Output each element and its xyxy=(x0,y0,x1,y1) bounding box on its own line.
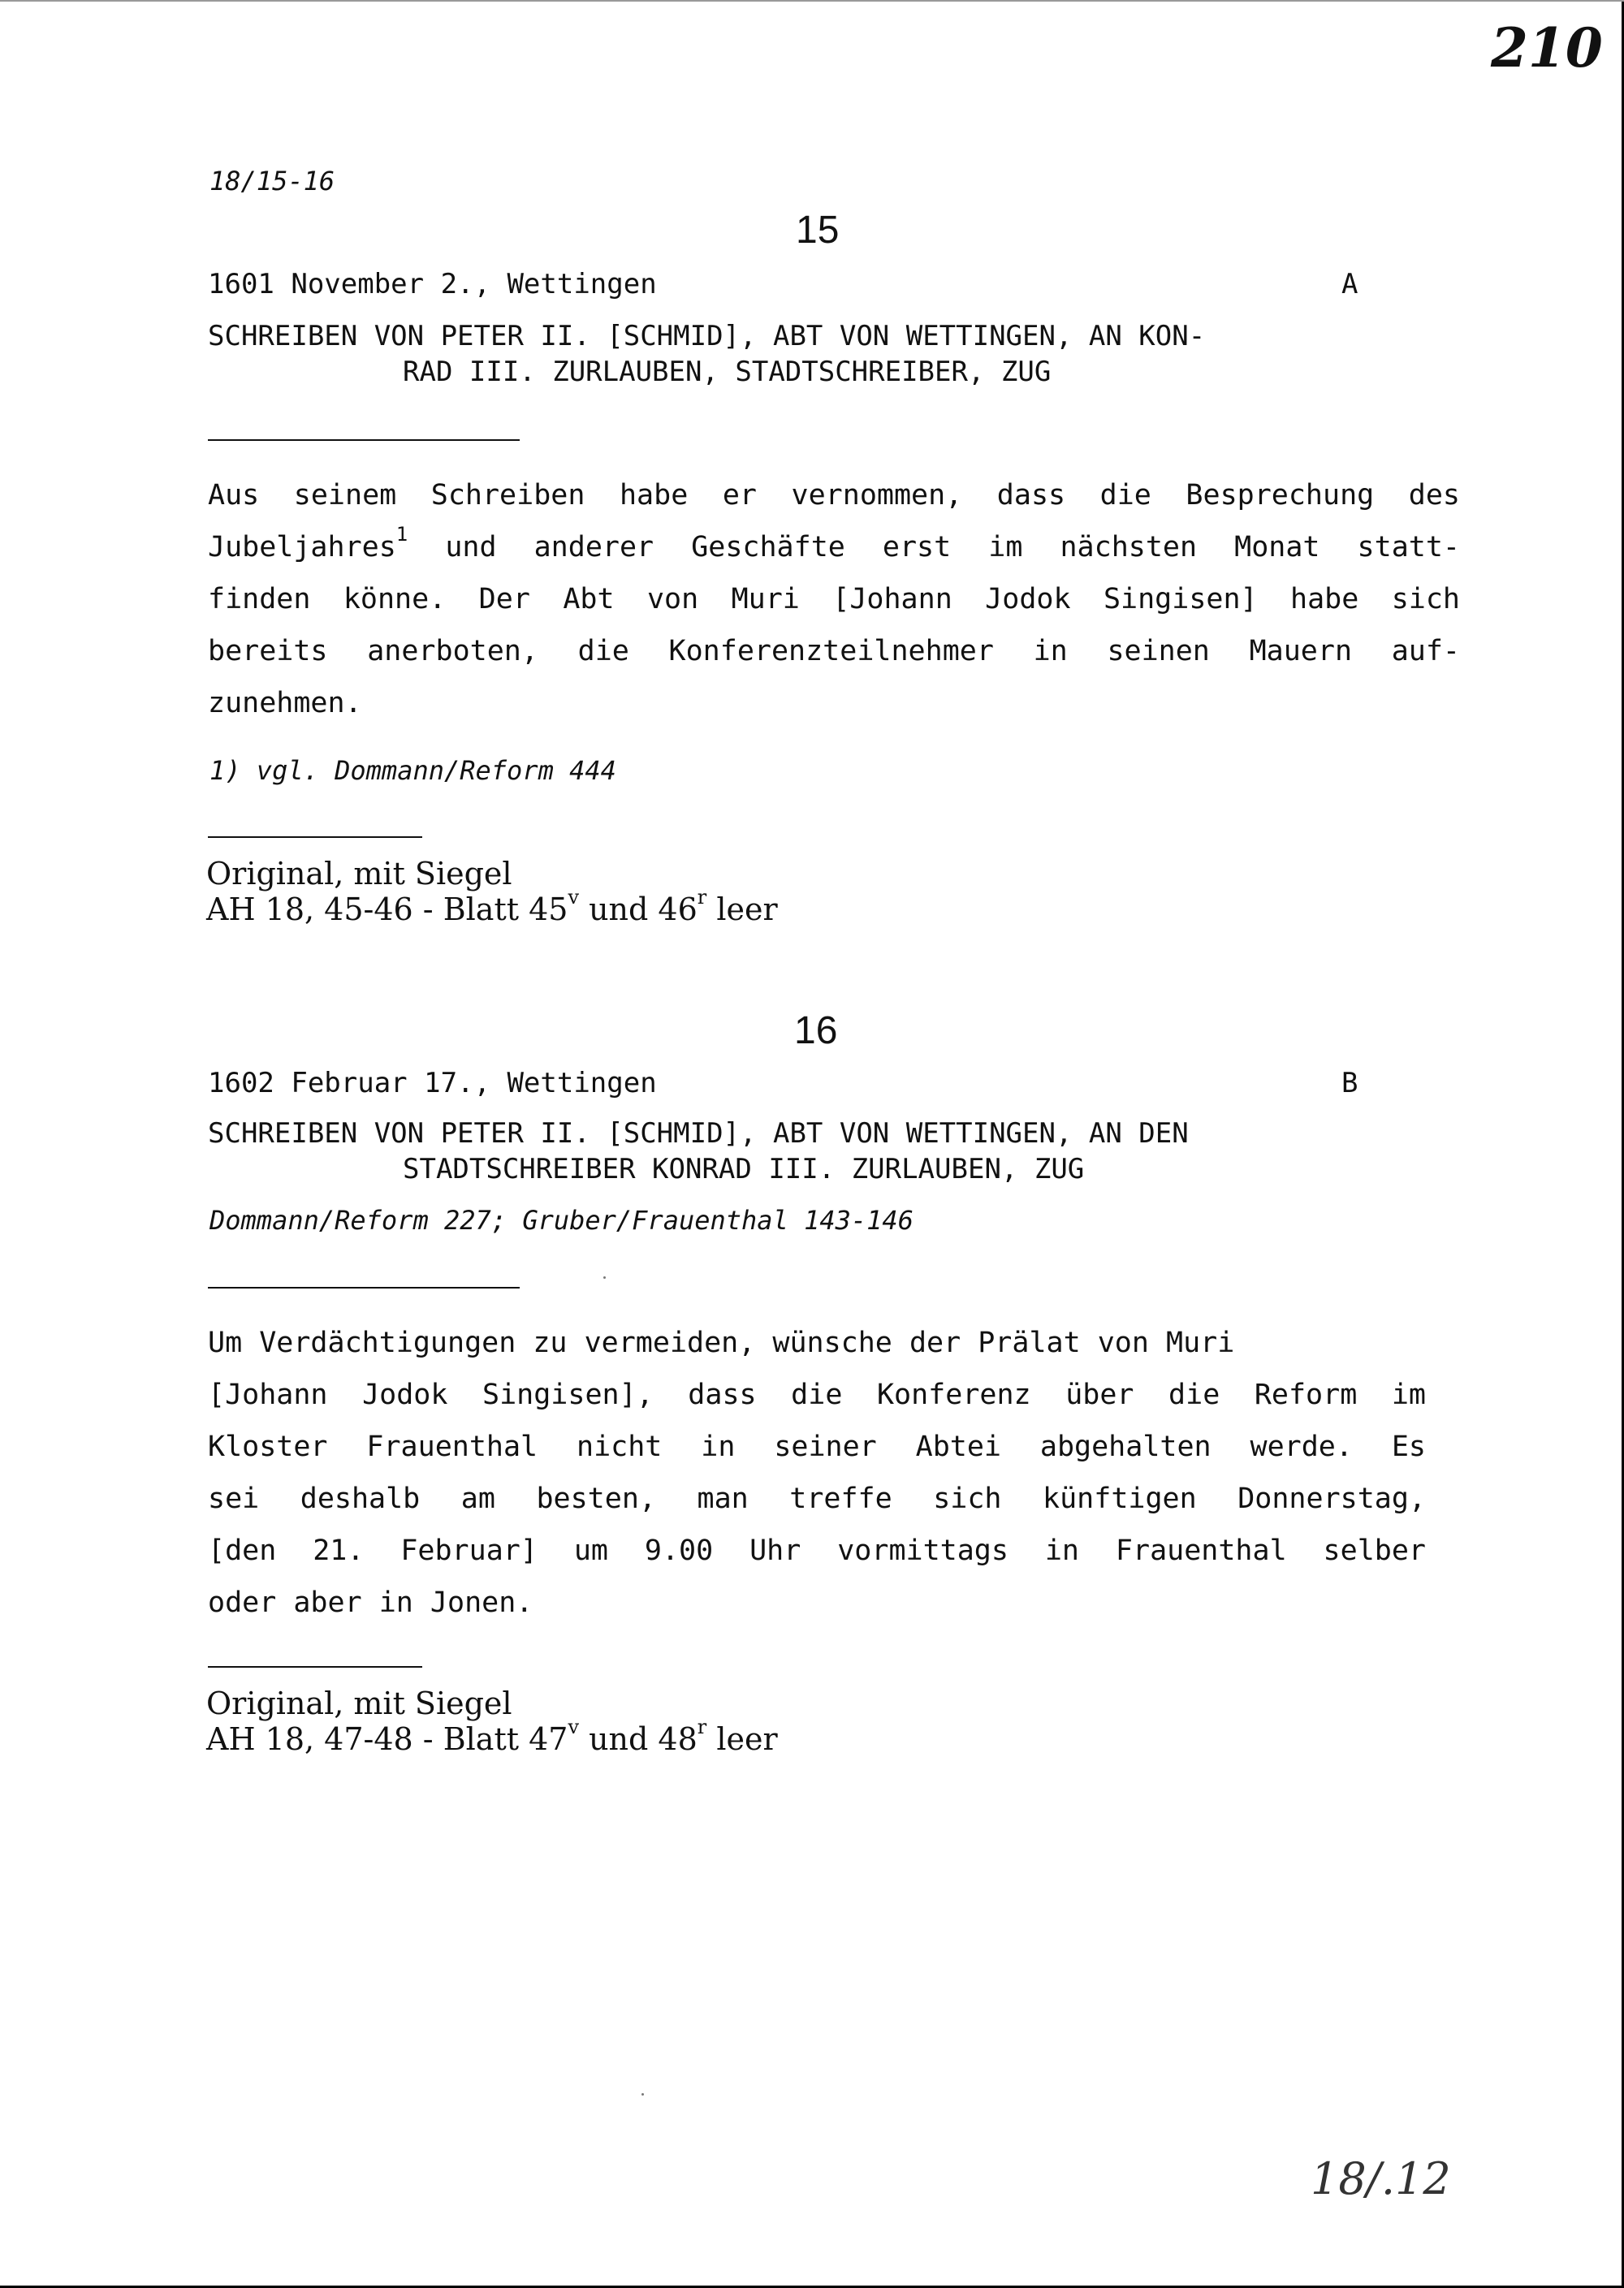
doc16-summary-line: Um Verdächtigungen zu vermeiden, wünsche der Prälat von Muri xyxy=(208,1327,1235,1359)
doc15-title-line-2: RAD III. ZURLAUBEN, STADTSCHREIBER, ZUG xyxy=(403,356,1052,388)
doc16-source-signature xyxy=(206,1716,778,1757)
doc15-summary xyxy=(208,469,1460,729)
doc15-summary-line: finden könne. Der Abt von Muri [Johann Jodok Singisen] habe sich xyxy=(208,583,1460,615)
doc15-date-place: 1601 November 2., Wettingen xyxy=(208,268,657,300)
doc15-source-signature xyxy=(206,886,778,927)
doc16-summary-line: sei deshalb am besten, man treffe sich künftigen Donnerstag, xyxy=(208,1483,1426,1515)
doc15-source-end: leer xyxy=(706,891,778,927)
paper-speck xyxy=(603,1276,606,1279)
doc15-summary-line xyxy=(208,521,1460,573)
doc16-source-ref-2: und 48 xyxy=(579,1721,698,1757)
doc15-title-line-1: SCHREIBEN VON PETER II. [SCHMID], ABT VON WETTINGEN, AN KON- xyxy=(208,320,1206,352)
verso-marker: v xyxy=(568,1716,579,1739)
doc16-summary-line: [Johann Jodok Singisen], dass die Konferenz über die Reform im xyxy=(208,1379,1426,1411)
doc15-source-ref: AH 18, 45-46 - Blatt 45 xyxy=(206,891,568,927)
doc16-source-separator xyxy=(208,1666,422,1668)
doc16-date-place: 1602 Februar 17., Wettingen xyxy=(208,1067,657,1099)
doc15-source-type: Original, mit Siegel xyxy=(206,856,512,891)
handwritten-folio-number: 210 xyxy=(1491,16,1603,80)
doc16-title-line-2: STADTSCHREIBER KONRAD III. ZURLAUBEN, ZUG xyxy=(403,1153,1085,1185)
doc16-grade: B xyxy=(1341,1067,1358,1099)
doc16-title-line-1: SCHREIBEN VON PETER II. [SCHMID], ABT VON WETTINGEN, AN DEN xyxy=(208,1117,1189,1150)
doc16-literature: Dommann/Reform 227; Gruber/Frauenthal 143-146 xyxy=(209,1205,914,1236)
document-number-15: 15 xyxy=(796,209,840,252)
doc16-separator xyxy=(208,1287,520,1289)
footnote-marker: 1 xyxy=(395,523,408,546)
doc15-line-continuation: und anderer Geschäfte erst im nächsten Monat statt- xyxy=(445,531,1460,563)
doc16-source-ref: AH 18, 47-48 - Blatt 47 xyxy=(206,1721,568,1757)
doc15-word-jubeljahres: Jubeljahres xyxy=(208,531,396,563)
verso-marker: v xyxy=(568,886,579,909)
recto-marker: r xyxy=(697,1716,707,1739)
paper-speck xyxy=(641,2093,644,2096)
doc16-summary-line: [den 21. Februar] um 9.00 Uhr vormittags in Frauenthal selber xyxy=(208,1535,1426,1567)
doc15-grade: A xyxy=(1341,268,1358,300)
doc16-source-type: Original, mit Siegel xyxy=(206,1686,512,1721)
doc15-summary-line: bereits anerboten, die Konferenzteilnehmer in seinen Mauern auf- xyxy=(208,635,1460,667)
document-number-16: 16 xyxy=(794,1009,838,1052)
doc15-footnote: 1) vgl. Dommann/Reform 444 xyxy=(209,755,616,786)
doc16-summary-line: Kloster Frauenthal nicht in seiner Abtei abgehalten werde. Es xyxy=(208,1431,1426,1463)
doc16-summary-line: oder aber in Jonen. xyxy=(208,1586,533,1619)
doc15-summary-line: zunehmen. xyxy=(208,687,362,719)
file-reference: 18/15-16 xyxy=(209,166,335,196)
recto-marker: r xyxy=(697,886,707,909)
doc15-summary-line: Aus seinem Schreiben habe er vernommen, dass die Besprechung des xyxy=(208,479,1460,512)
top-edge-line xyxy=(0,0,1624,2)
doc15-source-separator xyxy=(208,836,422,838)
doc16-summary xyxy=(208,1317,1426,1629)
handwritten-page-mark: 18/.12 xyxy=(1311,2153,1451,2204)
doc15-source-ref-2: und 46 xyxy=(579,891,698,927)
doc15-separator xyxy=(208,439,520,441)
doc16-source-end: leer xyxy=(706,1721,778,1757)
